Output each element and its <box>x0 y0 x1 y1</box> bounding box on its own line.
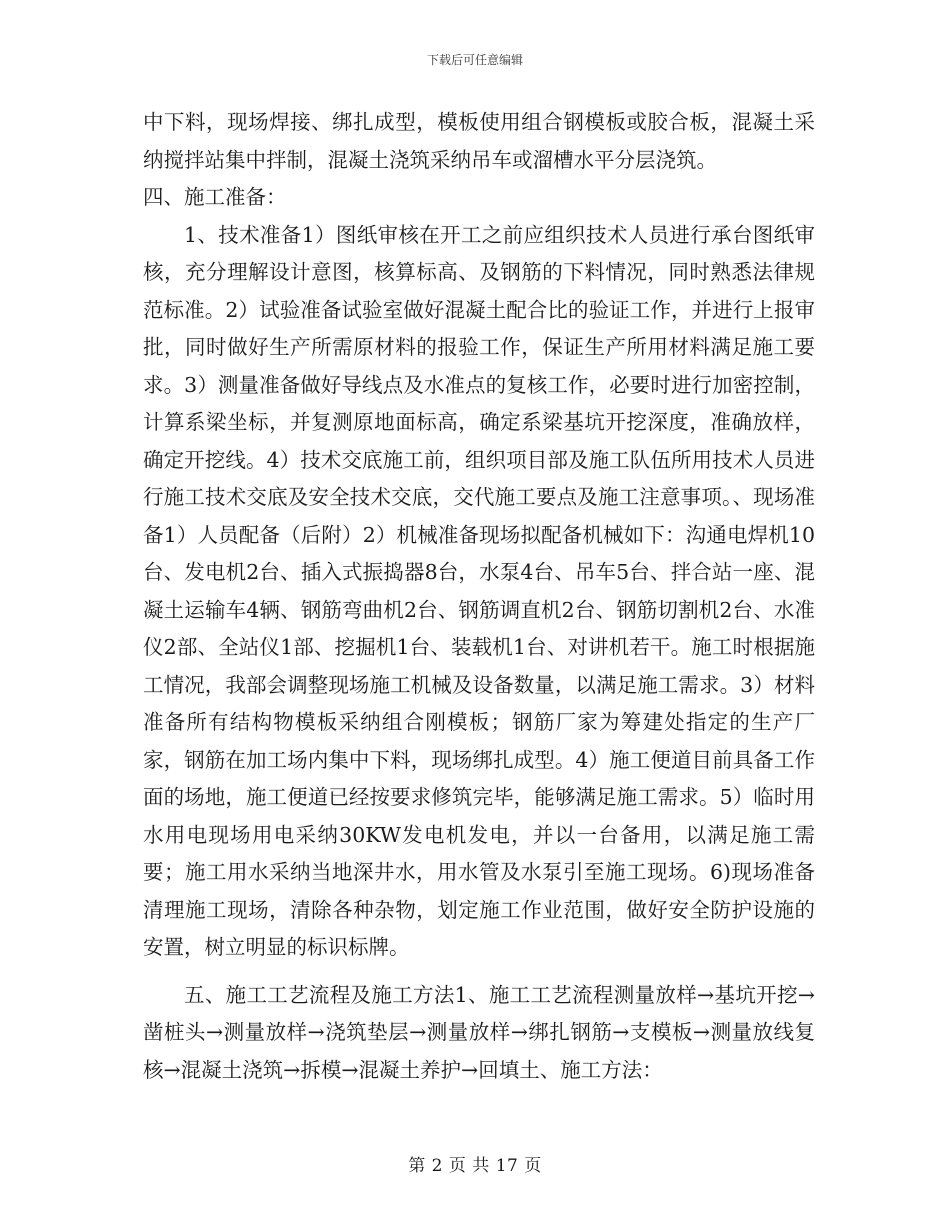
page-header: 下载后可任意编辑 <box>426 53 523 67</box>
section-heading-4: 四、施工准备： <box>143 185 287 209</box>
paragraph-continuation: 中下料，现场焊接、绑扎成型，模板使用组合钢模板或胶合板，混凝土采纳搅拌站集中拌制，混凝土浇筑采纳吊车或溜槽水平分层浇筑。 <box>143 110 815 172</box>
document-body <box>143 104 815 1089</box>
paragraph-technical-preparation: 1、技术准备1）图纸审核在开工之前应组织技术人员进行承台图纸审核，充分理解设计意图，核算标高、及钢筋的下料情况，同时熟悉法律规范标准。2）试验准备试验室做好混凝土配合比的验证工作，并进行上报审批，同时做好生产所需原材料的报验工作，保证生产所用材料满足施工要求。3）测量准备做好导线点及水准点的复核工作，必要时进行加密控制，计算系梁坐标，并复测原地面标高，确定系梁基坑开挖深度，准确放样，确定开挖线。4）技术交底施工前，组织项目部及施工队伍所用技术人员进行施工技术交底及安全技术交底，交代施工要点及施工注意事项。、现场准备1）人员配备（后附）2）机械准备现场拟配备机械如下：沟通电焊机10台、发电机2台、插入式振捣器8台，水泵4台、吊车5台、拌合站一座、混凝土运输车4辆、钢筋弯曲机2台、钢筋调直机2台、钢筋切割机2台、水准仪2部、全站仪1部、挖掘机1台、装载机1台、对讲机若干。施工时根据施工情况，我部会调整现场施工机械及设备数量，以满足施工需求。3）材料准备所有结构物模板采纳组合刚模板；钢筋厂家为筹建处指定的生产厂家，钢筋在加工场内集中下料，现场绑扎成型。4）施工便道目前具备工作面的场地，施工便道已经按要求修筑完毕，能够满足施工需求。5）临时用水用电现场用电采纳30KW发电机发电，并以一台备用，以满足施工需要；施工用水采纳当地深井水，用水管及水泵引至施工现场。6)现场准备清理施工现场，清除各种杂物，划定施工作业范围，做好安全防护设施的安置，树立明显的标识标牌。 <box>143 222 815 959</box>
paragraph-section-5: 五、施工工艺流程及施工方法1、施工工艺流程测量放样→基坑开挖→凿桩头→测量放样→浇筑垫层→测量放样→绑扎钢筋→支模板→测量放线复核→混凝土浇筑→拆模→混凝土养护→回填土、施工方法： <box>143 982 815 1082</box>
page-number-footer: 第 2 页 共 17 页 <box>408 1156 542 1176</box>
